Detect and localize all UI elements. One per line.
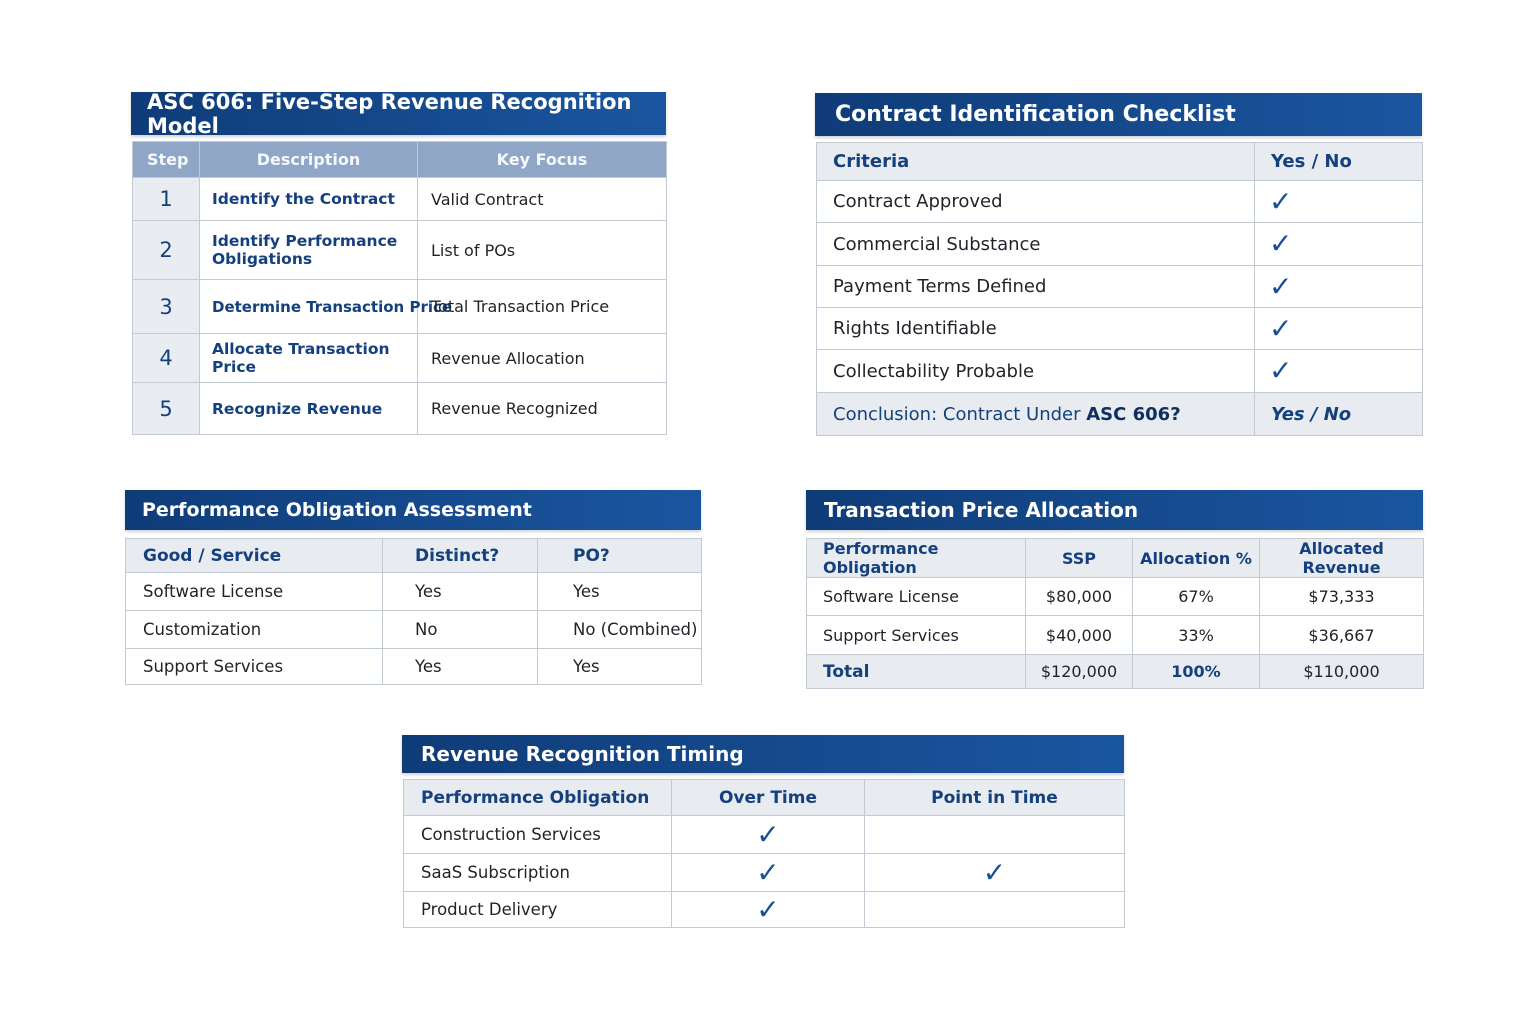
step-description: Identify Performance Obligations [200, 221, 418, 280]
total-label: Total [807, 655, 1026, 689]
step-number: 5 [133, 383, 200, 435]
allocation-po: Support Services [807, 616, 1026, 655]
header-over-time: Over Time [672, 780, 865, 816]
checkmark-icon: ✓ [756, 817, 780, 851]
timing-header-row [404, 780, 1125, 816]
table-row [807, 616, 1424, 655]
table-row [817, 181, 1423, 223]
po-value: Yes [538, 573, 702, 611]
allocation-title-text: Transaction Price Allocation [824, 498, 1139, 522]
header-allocation-pct: Allocation % [1133, 539, 1260, 578]
header-performance-obligation: Performance Obligation [807, 539, 1026, 578]
allocation-ssp: $80,000 [1026, 578, 1133, 616]
table-row [133, 280, 667, 334]
timing-title-text: Revenue Recognition Timing [421, 742, 744, 766]
good-service: Customization [126, 611, 383, 649]
allocation-ssp: $40,000 [1026, 616, 1133, 655]
checkmark-icon: ✓ [1269, 311, 1293, 345]
header-good-service: Good / Service [126, 539, 383, 573]
checklist-table [816, 142, 1423, 436]
obligation-title-text: Performance Obligation Assessment [142, 499, 532, 521]
obligation-header-row [126, 539, 702, 573]
table-row [404, 892, 1125, 928]
allocation-po: Software License [807, 578, 1026, 616]
table-row [126, 649, 702, 685]
header-yes-no: Yes / No [1255, 143, 1423, 181]
checkmark-icon: ✓ [1269, 269, 1293, 303]
allocation-revenue: $36,667 [1260, 616, 1424, 655]
total-ssp: $120,000 [1026, 655, 1133, 689]
timing-po: Product Delivery [404, 892, 672, 928]
header-description: Description [200, 142, 418, 178]
timing-po: Construction Services [404, 816, 672, 854]
criteria-label: Collectability Probable [817, 350, 1255, 393]
allocation-header-row [807, 539, 1424, 578]
checkmark-icon: ✓ [1269, 184, 1293, 218]
table-row [133, 178, 667, 221]
table-row [817, 223, 1423, 266]
table-row [404, 816, 1125, 854]
step-description: Determine Transaction Price [200, 280, 418, 334]
table-row [133, 334, 667, 383]
checklist-title [815, 93, 1422, 136]
header-ssp: SSP [1026, 539, 1133, 578]
table-row [817, 308, 1423, 350]
distinct-value: Yes [383, 573, 538, 611]
header-distinct: Distinct? [383, 539, 538, 573]
criteria-label: Payment Terms Defined [817, 266, 1255, 308]
allocation-title [806, 490, 1423, 530]
allocation-table [806, 538, 1424, 689]
table-row [133, 221, 667, 280]
checkmark-icon: ✓ [1269, 227, 1293, 260]
step-description: Identify the Contract [200, 178, 418, 221]
header-key-focus: Key Focus [418, 142, 667, 178]
step-number: 3 [133, 280, 200, 334]
table-row [817, 266, 1423, 308]
step-number: 1 [133, 178, 200, 221]
five-step-title [131, 89, 666, 138]
step-number: 2 [133, 221, 200, 280]
timing-po: SaaS Subscription [404, 854, 672, 892]
step-focus: Revenue Recognized [418, 383, 667, 435]
five-step-title-text: ASC 606: Five-Step Revenue Recognition Model [147, 89, 632, 138]
header-step: Step [133, 142, 200, 178]
conclusion-prefix: Conclusion: Contract Under [833, 403, 1087, 425]
checkmark-icon: ✓ [756, 855, 780, 889]
table-row [817, 350, 1423, 393]
conclusion-row [817, 393, 1423, 436]
step-focus: Revenue Allocation [418, 334, 667, 383]
total-revenue: $110,000 [1260, 655, 1424, 689]
step-focus: Total Transaction Price [418, 280, 667, 334]
criteria-label: Rights Identifiable [817, 308, 1255, 350]
checklist-header-row [817, 143, 1423, 181]
allocation-revenue: $73,333 [1260, 578, 1424, 616]
five-step-header-row [133, 142, 667, 178]
criteria-label: Commercial Substance [817, 223, 1255, 266]
obligation-title [125, 490, 701, 530]
conclusion-emphasis: ASC 606? [1086, 403, 1181, 425]
obligation-table [125, 538, 702, 685]
allocation-pct: 33% [1133, 616, 1260, 655]
total-row [807, 655, 1424, 689]
timing-table [403, 779, 1125, 928]
step-description: Allocate Transaction Price [200, 334, 418, 383]
total-pct: 100% [1133, 655, 1260, 689]
table-row [126, 611, 702, 649]
good-service: Support Services [126, 649, 383, 685]
conclusion-answer: Yes / No [1255, 393, 1423, 436]
conclusion-label [817, 393, 1255, 436]
header-performance-obligation: Performance Obligation [404, 780, 672, 816]
checkmark-icon: ✓ [756, 892, 780, 926]
criteria-label: Contract Approved [817, 181, 1255, 223]
timing-title [402, 735, 1124, 773]
step-focus: Valid Contract [418, 178, 667, 221]
table-row [126, 573, 702, 611]
distinct-value: Yes [383, 649, 538, 685]
header-criteria: Criteria [817, 143, 1255, 181]
po-value: No (Combined) [538, 611, 702, 649]
checkmark-icon: ✓ [1269, 354, 1293, 387]
header-point-in-time: Point in Time [865, 780, 1125, 816]
table-row [404, 854, 1125, 892]
header-po: PO? [538, 539, 702, 573]
step-description: Recognize Revenue [200, 383, 418, 435]
step-number: 4 [133, 334, 200, 383]
table-row [807, 578, 1424, 616]
po-value: Yes [538, 649, 702, 685]
checklist-title-text: Contract Identification Checklist [835, 102, 1236, 127]
allocation-pct: 67% [1133, 578, 1260, 616]
distinct-value: No [383, 611, 538, 649]
header-allocated-revenue: Allocated Revenue [1260, 539, 1424, 578]
five-step-table [132, 141, 667, 435]
checkmark-icon: ✓ [982, 855, 1007, 889]
step-focus: List of POs [418, 221, 667, 280]
table-row [133, 383, 667, 435]
good-service: Software License [126, 573, 383, 611]
